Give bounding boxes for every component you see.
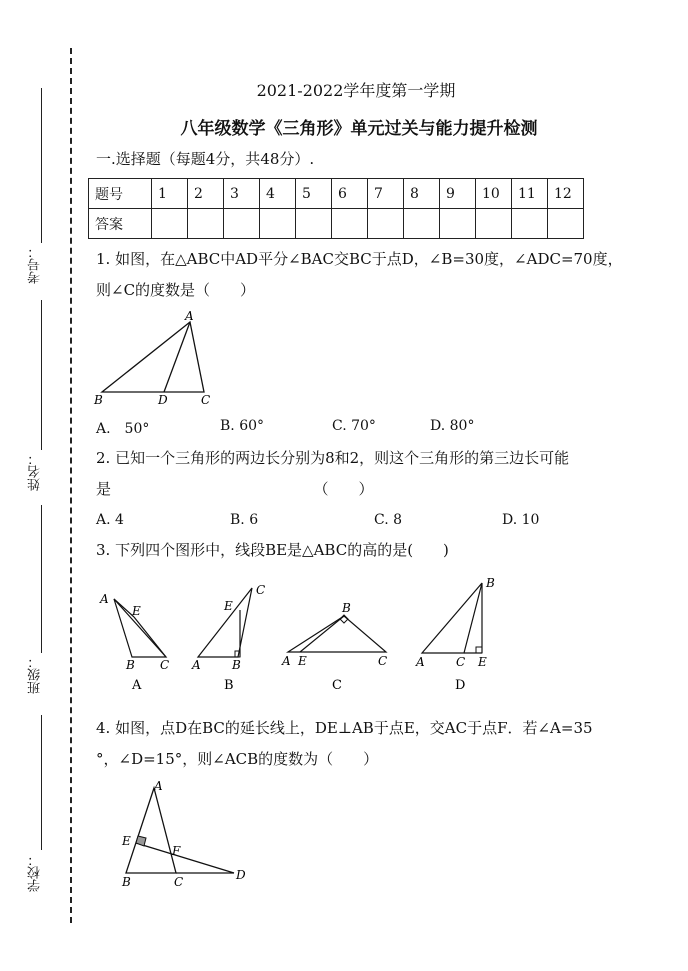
school-field[interactable] xyxy=(41,715,42,850)
question-number-cell: 10 xyxy=(476,179,512,209)
question-number-cell: 3 xyxy=(224,179,260,209)
q3c-label-b: B xyxy=(342,601,351,615)
q3d-label-a: A xyxy=(416,655,425,669)
table-row xyxy=(89,179,584,209)
answer-cell[interactable] xyxy=(368,209,404,239)
answer-cell[interactable] xyxy=(512,209,548,239)
q3-choice-label-a: A xyxy=(132,678,142,693)
class-label: 班级： xyxy=(28,655,43,694)
answer-cell[interactable] xyxy=(188,209,224,239)
name-label: 姓名： xyxy=(28,452,43,491)
exam-number-label: 考号： xyxy=(28,245,43,284)
answer-table xyxy=(88,178,584,239)
q4-label-d: D xyxy=(236,868,246,882)
q3b-label-e: E xyxy=(224,599,233,613)
exam-title: 八年级数学《三角形》单元过关与能力提升检测 xyxy=(180,119,538,139)
question-3-line-1: 3. 下列四个图形中，线段BE是△ABC的高的是( ) xyxy=(96,541,449,559)
table-row-label: 答案 xyxy=(89,209,152,239)
question-1-line-2: 则∠C的度数是（ ） xyxy=(96,281,256,299)
q2-option-c[interactable]: C. 8 xyxy=(374,512,403,528)
q3a-label-c: C xyxy=(160,658,170,672)
question-1-line-1: 1. 如图，在△ABC中AD平分∠BAC交BC于点D，∠B=30度，∠ADC=70度， xyxy=(96,250,623,268)
q2-option-b[interactable]: B. 6 xyxy=(230,512,259,528)
table-row xyxy=(89,209,584,239)
q1-option-c[interactable]: C. 70° xyxy=(332,418,376,434)
q3a-label-e: E xyxy=(132,604,141,618)
q3b-label-b: B xyxy=(232,658,241,672)
q2-option-a[interactable]: A. 4 xyxy=(96,512,124,528)
question-number-cell: 8 xyxy=(404,179,440,209)
question-2-line-2: 是 （ ） xyxy=(96,480,374,498)
q4-label-f: F xyxy=(172,844,181,858)
question-number-cell: 5 xyxy=(296,179,332,209)
question-number-cell: 11 xyxy=(512,179,548,209)
q3d-label-b: B xyxy=(486,576,495,590)
answer-cell[interactable] xyxy=(260,209,296,239)
answer-cell[interactable] xyxy=(296,209,332,239)
q3-figure-b[interactable] xyxy=(188,580,278,695)
section-heading: 一.选择题（每题4分，共48分）. xyxy=(96,150,315,168)
q3-figure-a[interactable] xyxy=(96,585,181,695)
question-number-cell: 4 xyxy=(260,179,296,209)
q3-choice-label-b: B xyxy=(224,678,234,693)
question-number-cell: 7 xyxy=(368,179,404,209)
q1-label-c: C xyxy=(201,393,211,407)
q1-option-b[interactable]: B. 60° xyxy=(220,418,265,434)
q3-figure-c[interactable] xyxy=(280,598,392,695)
question-number-cell: 6 xyxy=(332,179,368,209)
q3-figure-d[interactable] xyxy=(412,575,508,695)
question-2-line-1: 2. 已知一个三角形的两边长分别为8和2，则这个三角形的第三边长可能 xyxy=(96,449,570,467)
q1-option-d[interactable]: D. 80° xyxy=(430,418,475,434)
table-row-label: 题号 xyxy=(89,179,152,209)
q4-label-e: E xyxy=(122,834,131,848)
q1-figure xyxy=(92,310,222,406)
q3a-label-a: A xyxy=(100,592,109,606)
q1-label-b: B xyxy=(94,393,103,407)
question-4-line-1: 4. 如图，点D在BC的延长线上，DE⊥AB于点E，交AC于点F．若∠A=35 xyxy=(96,719,593,737)
q4-label-b: B xyxy=(122,875,131,889)
q3a-label-b: B xyxy=(126,658,135,672)
question-number-cell: 1 xyxy=(152,179,188,209)
q3b-label-a: A xyxy=(192,658,201,672)
q3-choice-label-d: D xyxy=(455,678,466,693)
answer-cell[interactable] xyxy=(476,209,512,239)
q3d-label-c: C xyxy=(456,655,466,669)
answer-cell[interactable] xyxy=(548,209,584,239)
binding-dashed-line xyxy=(70,48,72,923)
q3d-label-e: E xyxy=(478,655,487,669)
question-number-cell: 9 xyxy=(440,179,476,209)
q3c-label-c: C xyxy=(378,654,388,668)
q3c-label-a: A xyxy=(282,654,291,668)
q4-label-a: A xyxy=(154,779,163,793)
name-field[interactable] xyxy=(41,300,42,450)
q2-option-d[interactable]: D. 10 xyxy=(502,512,540,528)
answer-cell[interactable] xyxy=(332,209,368,239)
q1-label-d: D xyxy=(158,393,168,407)
q3-choice-label-c: C xyxy=(332,678,342,693)
q3b-label-c: C xyxy=(256,583,266,597)
class-field[interactable] xyxy=(41,505,42,653)
q1-option-a[interactable]: A. 50° xyxy=(96,421,150,437)
answer-cell[interactable] xyxy=(152,209,188,239)
school-label: 学校： xyxy=(28,853,43,892)
question-number-cell: 12 xyxy=(548,179,584,209)
exam-number-field[interactable] xyxy=(41,88,42,243)
answer-cell[interactable] xyxy=(224,209,260,239)
q4-figure xyxy=(116,778,256,890)
answer-cell[interactable] xyxy=(404,209,440,239)
q3c-label-e: E xyxy=(298,654,307,668)
q1-label-a: A xyxy=(185,309,194,323)
question-number-cell: 2 xyxy=(188,179,224,209)
term-title: 2021-2022学年度第一学期 xyxy=(256,81,456,100)
q4-label-c: C xyxy=(174,875,184,889)
question-4-line-2: °，∠D=15°，则∠ACB的度数为（ ） xyxy=(96,750,379,768)
answer-cell[interactable] xyxy=(440,209,476,239)
